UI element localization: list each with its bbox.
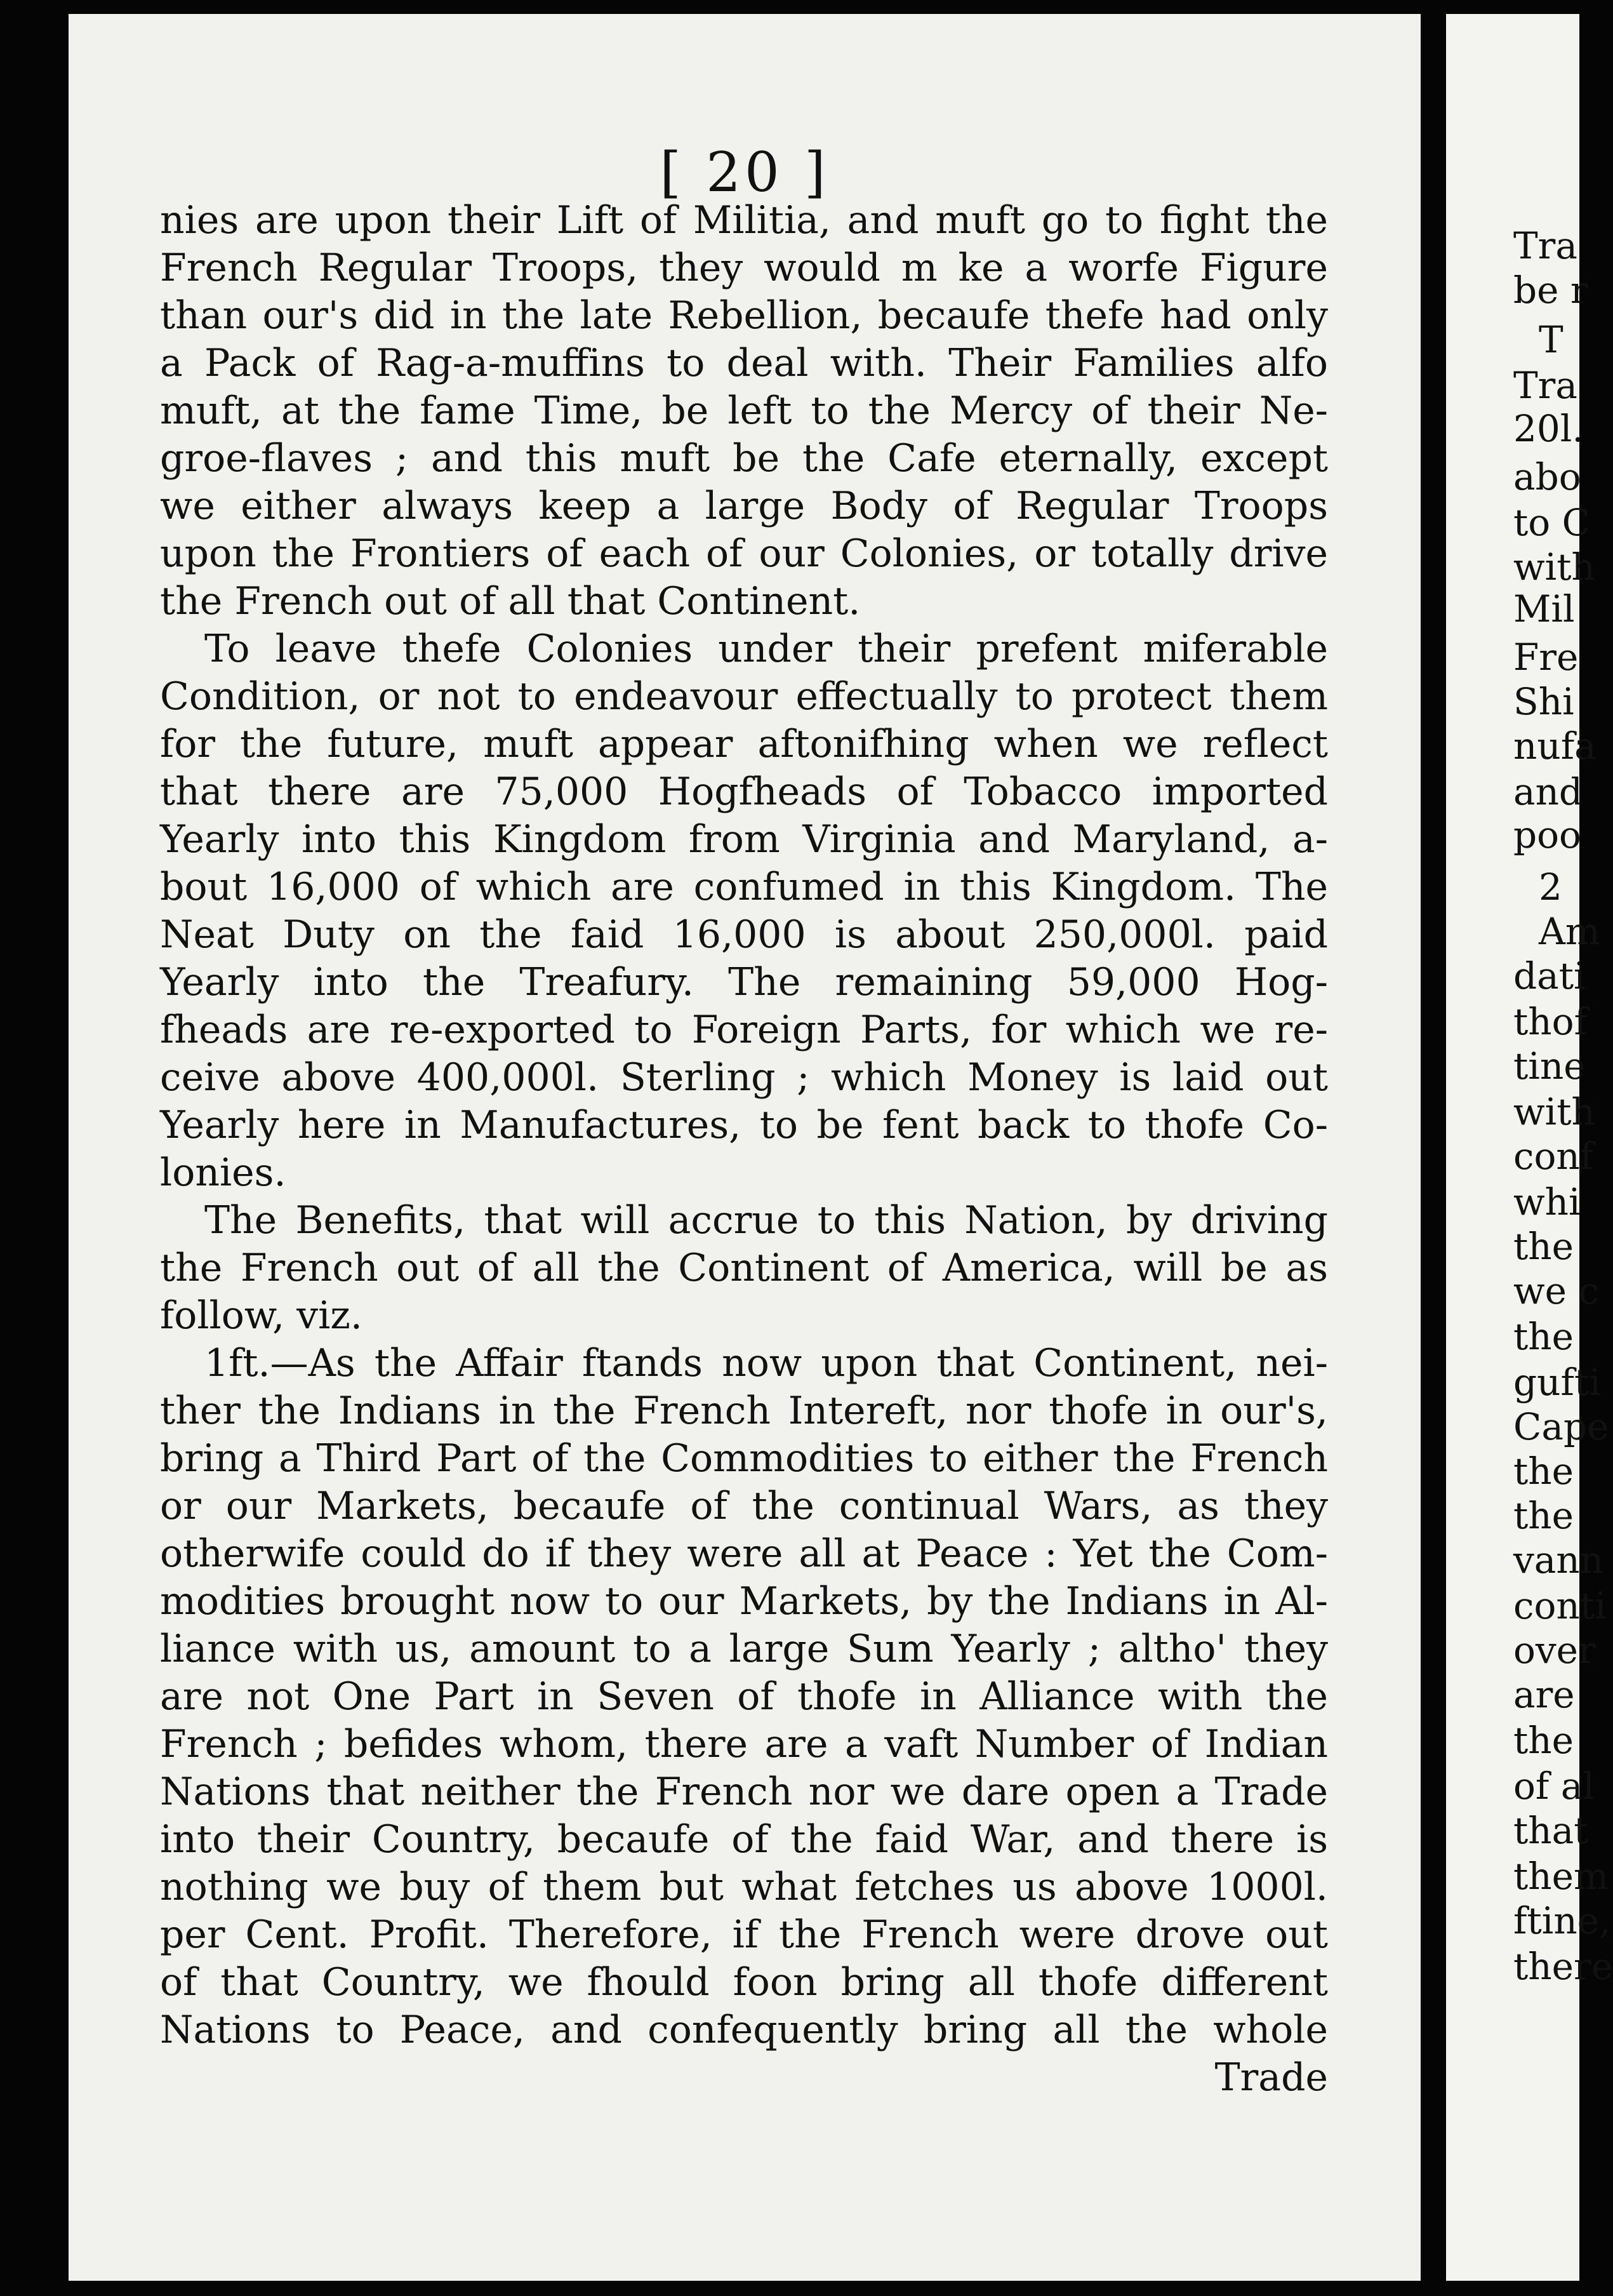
right-page-fragment: conti [1513, 1584, 1607, 1627]
text-line: French ; befides whom, there are a vaft Number of Indian [160, 1722, 1328, 1766]
right-page-fragment: gufti [1513, 1361, 1601, 1404]
text-line: fheads are re-exported to Foreign Parts, for which we re- [160, 1008, 1328, 1052]
text-line: for the future, muft appear aftonifhing when we reflect [160, 722, 1328, 766]
right-page-fragment: the [1513, 1450, 1574, 1493]
right-page-fragment: to C [1513, 501, 1591, 544]
right-page-fragment: the [1513, 1719, 1574, 1762]
text-line: ther the Indians in the French Intereft, nor thofe in our's, [160, 1389, 1328, 1433]
right-page-fragment: Shi [1513, 680, 1574, 723]
right-page-fragment: whi [1513, 1180, 1581, 1224]
page-number: [ 20 ] [660, 141, 830, 204]
right-page-fragment: ftine, [1513, 1899, 1611, 1942]
text-line: To leave thefe Colonies under their prefent miferable [204, 627, 1328, 671]
text-line: muft, at the fame Time, be left to the Mercy of their Ne- [160, 389, 1328, 433]
text-line: French Regular Troops, they would m ke a worfe Figure [160, 246, 1328, 290]
text-line: Yearly here in Manufactures, to be fent back to thofe Co- [160, 1103, 1328, 1147]
right-page-fragment: them [1513, 1855, 1609, 1898]
right-page-fragment: 2 [1539, 865, 1562, 909]
right-page-fragment: tine [1513, 1045, 1586, 1088]
text-line: nothing we buy of them but what fetches us above 1000l. [160, 1865, 1328, 1909]
text-line: Yearly into this Kingdom from Virginia and Maryland, a- [160, 817, 1328, 862]
text-line: nies are upon their Lift of Militia, and muft go to fight the [160, 198, 1328, 243]
right-page-fragment: dati [1513, 954, 1586, 998]
text-line: of that Country, we fhould foon bring all thofe different [160, 1960, 1328, 2005]
text-line: we either always keep a large Body of Regular Troops [160, 484, 1328, 528]
right-page-fragment: with [1513, 1090, 1595, 1133]
text-line: Nations that neither the French nor we dare open a Trade [160, 1770, 1328, 1814]
text-line: Condition, or not to endeavour effectually to protect them [160, 674, 1328, 719]
right-page-fragment: Tra [1513, 224, 1577, 267]
text-line: The Benefits, that will accrue to this Nation, by driving [204, 1198, 1328, 1243]
text-line: modities brought now to our Markets, by the Indians in Al- [160, 1579, 1328, 1624]
text-line: that there are 75,000 Hogfheads of Tobacco imported [160, 770, 1328, 814]
text-line: ceive above 400,000l. Sterling ; which Money is laid out [160, 1055, 1328, 1100]
text-line: Yearly into the Treafury. The remaining 59,000 Hog- [160, 960, 1328, 1005]
right-page-fragment: of al [1513, 1765, 1595, 1808]
right-page-fragment: the [1513, 1494, 1574, 1537]
right-page-fragment: with [1513, 545, 1595, 589]
right-page-fragment: the [1513, 1225, 1574, 1268]
right-page-fragment: be r [1513, 269, 1588, 312]
right-page-fragment: that [1513, 1809, 1589, 1852]
text-line: lonies. [160, 1151, 286, 1195]
right-page-fragment: and [1513, 770, 1583, 813]
right-page-fragment: there [1513, 1945, 1613, 1988]
right-page-fragment: abo [1513, 455, 1581, 498]
text-line: follow, viz. [160, 1293, 362, 1338]
right-page-fragment: conf [1513, 1135, 1594, 1178]
text-line: are not One Part in Seven of thofe in Alliance with the [160, 1674, 1328, 1719]
right-page-fragment: Fre [1513, 636, 1579, 679]
right-page-fragment: poo [1513, 813, 1581, 857]
text-line: Nations to Peace, and confequently bring all the whole [160, 2008, 1328, 2052]
right-page-fragment: 20l. [1513, 407, 1584, 450]
text-line: than our's did in the late Rebellion, becaufe thefe had only [160, 293, 1328, 338]
right-page-fragment: Tra [1513, 364, 1577, 407]
body-text [160, 197, 1328, 2102]
right-page-fragment: nufa [1513, 724, 1596, 768]
text-line: otherwife could do if they were all at Peace : Yet the Com- [160, 1532, 1328, 1576]
text-line: the French out of all that Continent. [160, 579, 861, 624]
right-page-fragment: we c [1513, 1269, 1599, 1312]
right-page-fragment: Cape [1513, 1405, 1609, 1448]
text-line: into their Country, becaufe of the faid War, and there is [160, 1817, 1328, 1862]
text-line: bring a Third Part of the Commodities to either the French [160, 1436, 1328, 1481]
text-line: upon the Frontiers of each of our Colonies, or totally drive [160, 531, 1328, 576]
text-line: liance with us, amount to a large Sum Yearly ; altho' they [160, 1627, 1328, 1671]
right-page-fragment: over [1513, 1629, 1596, 1672]
text-line: per Cent. Profit. Therefore, if the French were drove out [160, 1912, 1328, 1957]
text-line: or our Markets, becaufe of the continual Wars, as they [160, 1484, 1328, 1528]
right-page-fragment: thof [1513, 1000, 1588, 1043]
right-page-fragment: are [1513, 1673, 1575, 1716]
right-page-fragment: Am [1539, 910, 1600, 953]
text-line: Neat Duty on the faid 16,000 is about 250,000l. paid [160, 912, 1328, 957]
text-line: a Pack of Rag-a-muffins to deal with. Their Families alfo [160, 341, 1328, 385]
catchword: Trade [1214, 2055, 1328, 2100]
right-page-fragment: the [1513, 1315, 1574, 1358]
right-page-fragment: Mil [1513, 587, 1575, 631]
right-page-fragment: T [1539, 318, 1563, 361]
text-line: bout 16,000 of which are confumed in this Kingdom. The [160, 865, 1328, 909]
right-page-fragment: vann [1513, 1538, 1604, 1582]
text-line: the French out of all the Continent of America, will be as [160, 1246, 1328, 1290]
text-line: groe-flaves ; and this muft be the Cafe eternally, except [160, 436, 1328, 481]
text-line: 1ft.—As the Affair ftands now upon that Continent, nei- [204, 1341, 1328, 1385]
